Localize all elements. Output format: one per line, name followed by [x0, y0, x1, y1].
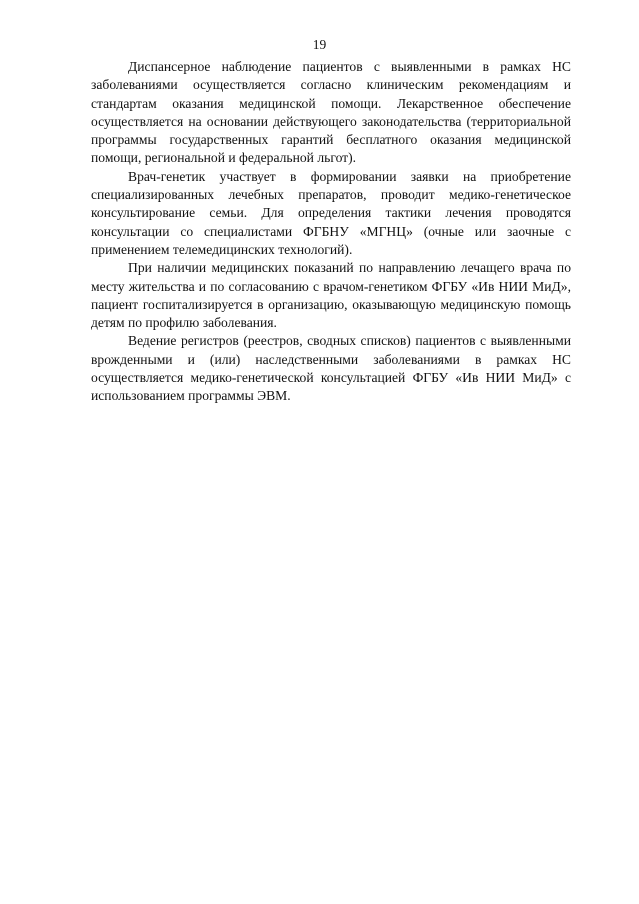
page-number: 19: [312, 37, 327, 52]
body-text: [91, 58, 571, 406]
paragraph-registries: Ведение регистров (реестров, сводных списков) пациентов с выявленными врожденными и (или) наследственными заболеваниями в рамках НС осуществляется медико-генетической консультацией ФГБУ «Ив НИИ МиД» с использованием программы ЭВМ.: [91, 333, 571, 404]
paragraph-dispensary-observation: Диспансерное наблюдение пациентов с выявленными в рамках НС заболеваниями осуществляется согласно клиническим рекомендациям и стандартам оказания медицинской помощи. Лекарственное обеспечение осуществляется на основании действующего законодательства (территориальной программы государственных гарантий бесплатного оказания медицинской помощи, региональной и федеральной льгот).: [91, 59, 571, 166]
paragraph-hospitalization: При наличии медицинских показаний по направлению лечащего врача по месту жительства и по согласованию с врачом-генетиком ФГБУ «Ив НИИ МиД», пациент госпитализируется в организацию, оказывающую медицинскую помощь детям по профилю заболевания.: [91, 260, 571, 331]
paragraph-geneticist-role: Врач-генетик участвует в формировании заявки на приобретение специализированных лечебных препаратов, проводит медико-генетическое консультирование семьи. Для определения тактики лечения проводятся консультации со специалистами ФГБНУ «МГНЦ» (очные или заочные с применением телемедицинских технологий).: [91, 168, 571, 257]
